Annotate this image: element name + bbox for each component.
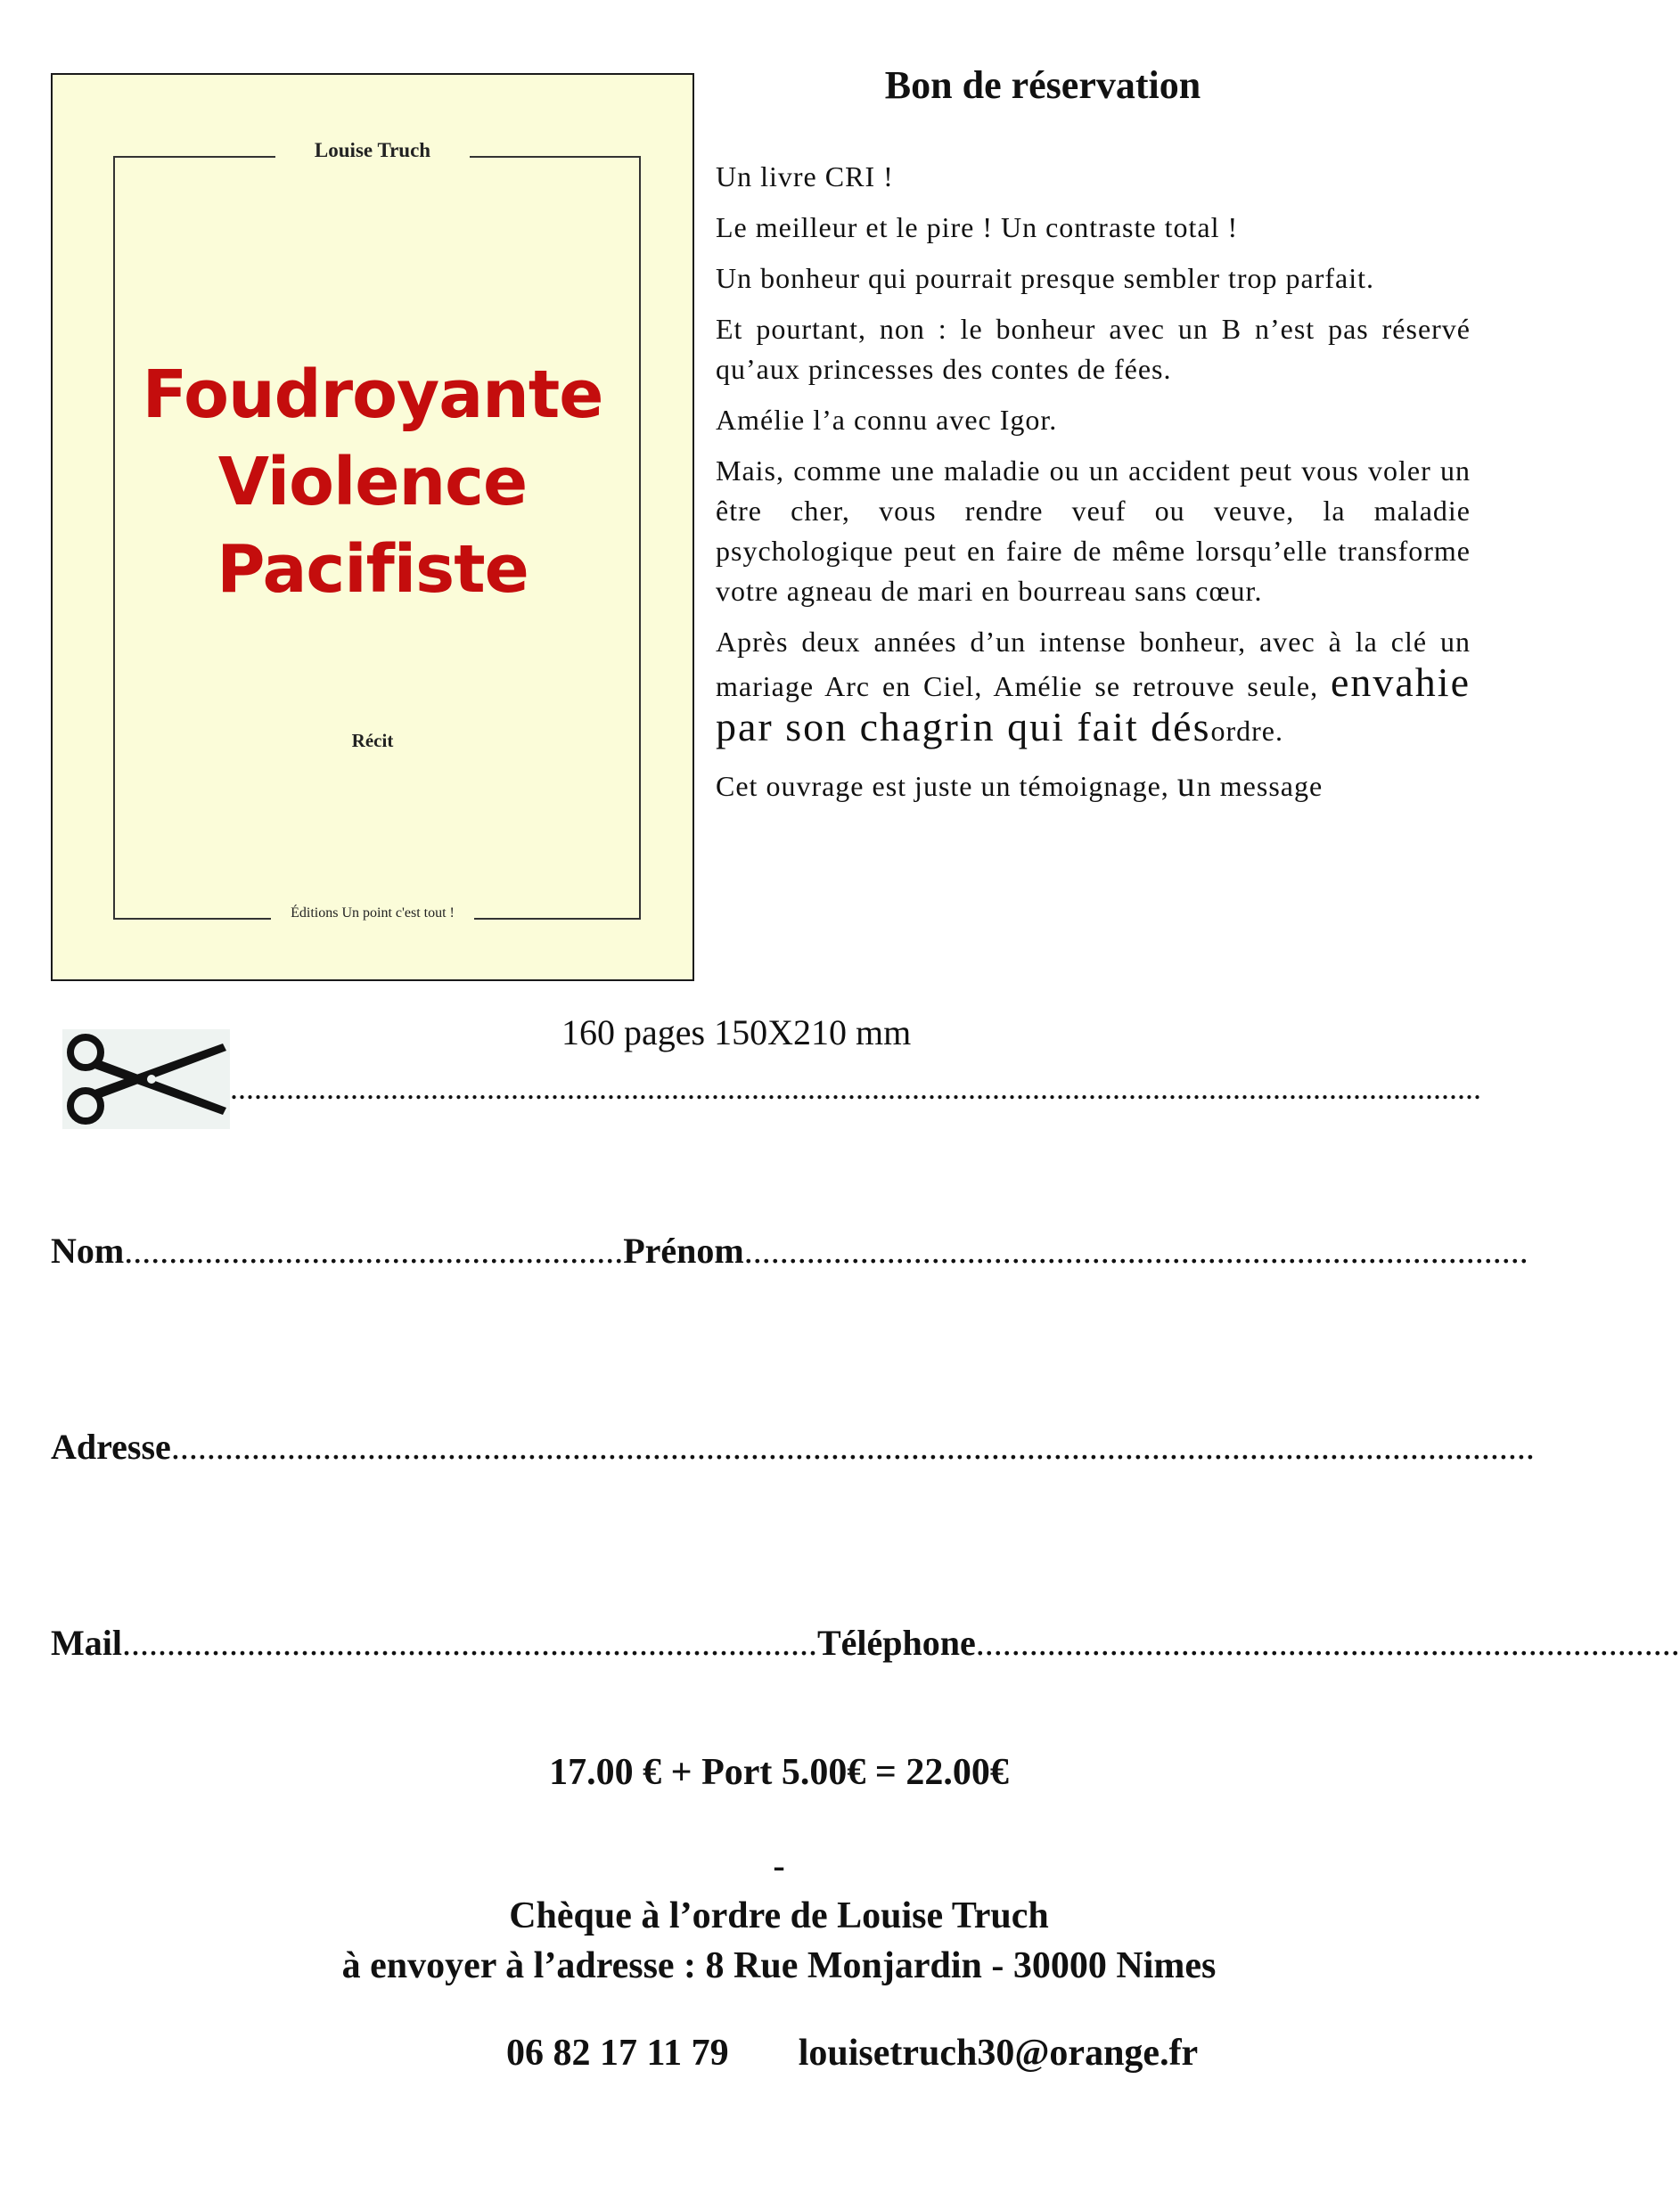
scissors-icon [62,1029,230,1129]
separator: - [773,1846,785,1886]
payment-line: Chèque à l’ordre de Louise Truch [509,1895,1049,1936]
blurb-text: Cet ouvrage est juste un témoignage, [716,770,1177,802]
email-address[interactable]: louisetruch30@orange.fr [798,2033,1199,2074]
blurb-paragraph: Le meilleur et le pire ! Un contraste total ! [716,211,1239,243]
nom-field[interactable]: ........................................................ [124,1231,624,1271]
contact-info [506,2032,1198,2075]
payment-instructions [0,1891,1558,1991]
cover-title [53,351,692,613]
cover-title-line: Foudroyante [142,356,603,433]
cover-title-line: Pacifiste [217,531,529,608]
cover-title-line: Violence [217,444,528,520]
payment-line: à envoyer à l’adresse : 8 Rue Monjardin - 30000 Nimes [341,1945,1217,1986]
adresse-label: Adresse [51,1427,171,1467]
blurb-paragraph: Amélie l’a connu avec Igor. [716,404,1058,436]
mail-field[interactable]: .............................................................................. [121,1623,817,1663]
address-row [51,1426,1535,1468]
book-cover [51,73,694,981]
mail-label: Mail [51,1623,122,1663]
telephone-field[interactable]: ............................................................................... [975,1623,1680,1663]
blurb-paragraph: Et pourtant, non : le bonheur avec un B n’est pas réservé qu’aux princesses des contes de fées. [716,313,1471,385]
price-line: 17.00 € + Port 5.00€ = 22.00€ [549,1752,1009,1793]
cut-line: ............................................................................................................................................................ [230,1070,1481,1106]
blurb-large-text: envahie par son chagrin qui fait dés [716,659,1471,749]
blurb-text: n message [1196,770,1324,802]
name-row [51,1230,1528,1272]
blurb-paragraph: Un livre CRI ! [716,160,894,192]
cover-author: Louise Truch [275,139,470,161]
nom-label: Nom [51,1231,125,1271]
book-blurb [716,157,1471,817]
blurb-large-text: u [1176,764,1197,804]
blurb-paragraph [716,764,1471,806]
prenom-field[interactable]: ........................................................................................ [743,1231,1528,1271]
blurb-paragraph: Un bonheur qui pourrait presque sembler trop parfait. [716,262,1375,294]
contact-row [51,1622,1680,1664]
blurb-text: Après deux années d’un intense bonheur, avec à la clé un mariage Arc en Ciel, Amélie se retrouve seule, [716,626,1471,702]
page-title: Bon de réservation [884,63,1201,107]
prenom-label: Prénom [623,1231,744,1271]
blurb-paragraph: Mais, comme une maladie ou un accident peut vous voler un être cher, vous rendre veuf ou veuve, la maladie psychologique peut en faire de même lorsqu’elle transforme votre agneau de mari en bourreau sans cœur. [716,454,1471,607]
telephone-label: Téléphone [816,1623,976,1663]
cover-genre: Récit [351,730,394,751]
blurb-text: ordre. [1210,715,1283,747]
phone-number: 06 82 17 11 79 [506,2033,729,2074]
adresse-field[interactable]: ......................................................................................................................................................... [170,1427,1535,1467]
book-specs: 160 pages 150X210 mm [561,1012,912,1052]
blurb-paragraph [716,622,1471,751]
cover-publisher: Éditions Un point c'est tout ! [271,905,474,921]
